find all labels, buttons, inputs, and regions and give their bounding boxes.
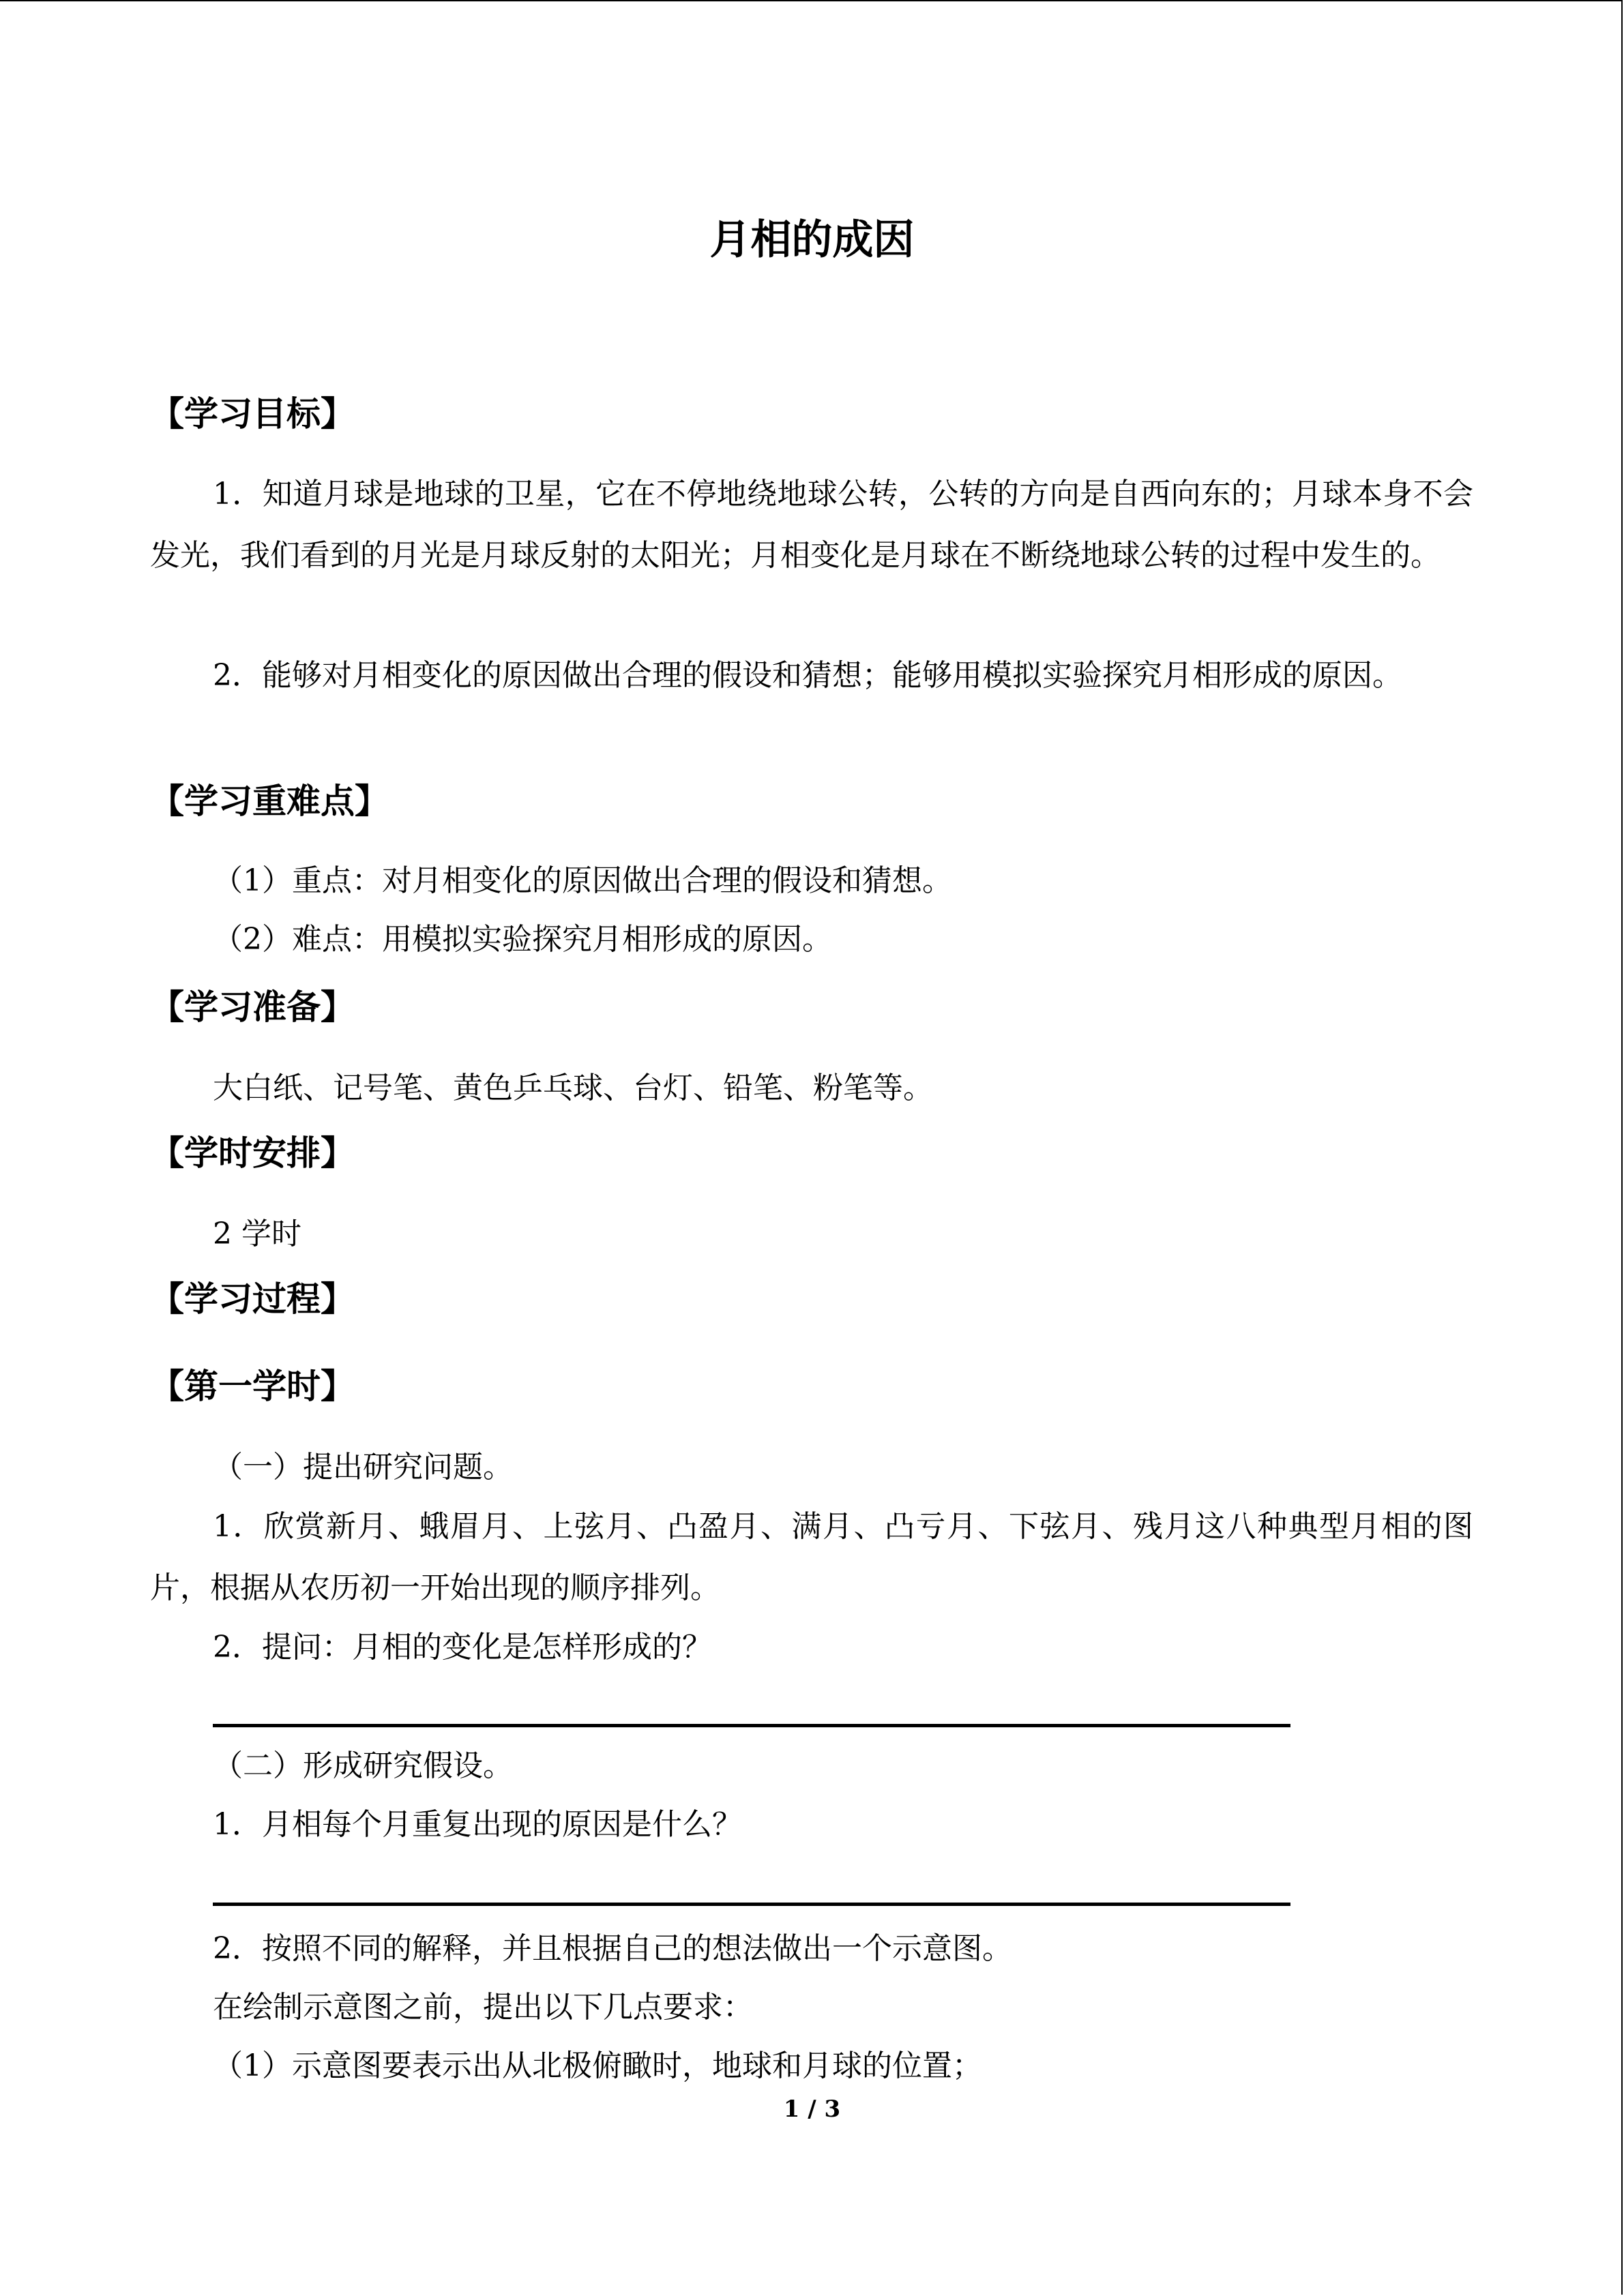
part-2-requirement-1: （1）示意图要表示出从北极俯瞰时，地球和月球的位置； — [213, 2048, 982, 2083]
key-point-2: （2）难点：用模拟实验探究月相形成的原因。 — [213, 922, 832, 957]
section-heading-preparation: 【学习准备】 — [150, 987, 355, 1027]
part-2-heading: （二）形成研究假设。 — [213, 1748, 513, 1783]
part-2-note: 在绘制示意图之前，提出以下几点要求： — [213, 1990, 753, 2025]
goal-text-2: 2．能够对月相变化的原因做出合理的假设和猜想；能够用模拟实验探究月相形成的原因。 — [213, 658, 1402, 693]
page-number: 1 / 3 — [783, 2096, 841, 2123]
goal-text-1: 1．知道月球是地球的卫星，它在不停地绕地球公转，公转的方向是自西向东的；月球本身不会发光，我们看到的月光是月球反射的太阳光；月相变化是月球在不断绕地球公转的过程中发生的。 — [150, 477, 1473, 573]
section-heading-goals: 【学习目标】 — [150, 394, 355, 434]
section-heading-key-points: 【学习重难点】 — [150, 781, 389, 821]
goal-paragraph-2 — [150, 645, 1473, 706]
part-1-item-2: 2．提问：月相的变化是怎样形成的？ — [213, 1630, 712, 1665]
part-1-heading: （一）提出研究问题。 — [213, 1450, 513, 1485]
document-title: 月相的成因 — [709, 216, 915, 264]
part-1-item-1-text: 1．欣赏新月、蛾眉月、上弦月、凸盈月、满月、凸亏月、下弦月、残月这八种典型月相的图片，根据从农历初一开始出现的顺序排列。 — [150, 1509, 1473, 1605]
answer-line-1 — [213, 1724, 1290, 1727]
section-heading-process: 【学习过程】 — [150, 1279, 355, 1319]
section-heading-lesson-1: 【第一学时】 — [150, 1367, 355, 1406]
part-2-item-2: 2．按照不同的解释，并且根据自己的想法做出一个示意图。 — [213, 1931, 1012, 1966]
part-2-item-1: 1．月相每个月重复出现的原因是什么？ — [213, 1807, 742, 1842]
preparation-text: 大白纸、记号笔、黄色乒乓球、台灯、铅笔、粉笔等。 — [213, 1071, 933, 1105]
answer-line-2 — [213, 1903, 1290, 1906]
part-1-item-1 — [150, 1496, 1473, 1619]
section-heading-schedule: 【学时安排】 — [150, 1133, 355, 1173]
key-point-1: （1）重点：对月相变化的原因做出合理的假设和猜想。 — [213, 863, 952, 898]
goal-paragraph-1 — [150, 464, 1473, 586]
schedule-text: 2 学时 — [213, 1217, 301, 1251]
